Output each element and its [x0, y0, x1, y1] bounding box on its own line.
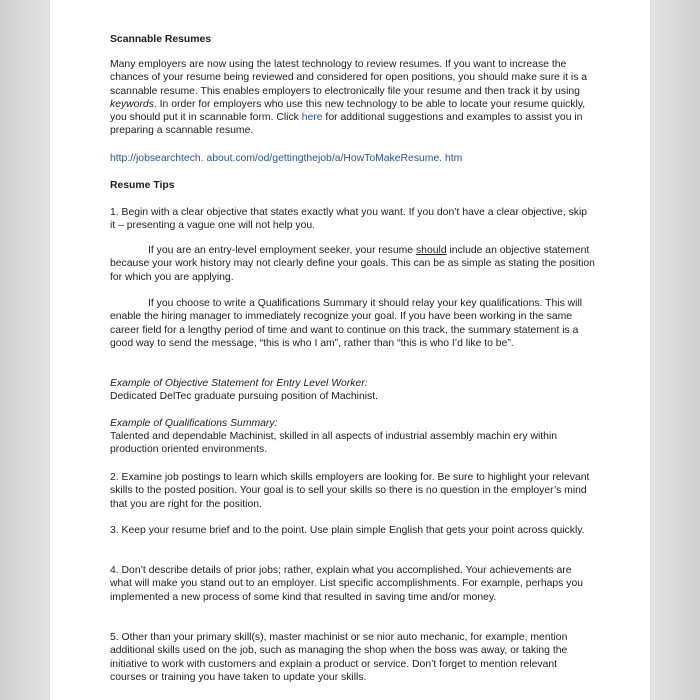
tip-4: 4. Don’t describe details of prior jobs; rather, explain what you accomplished. Your achievements are what will make you stand out to an employer. List specific accomplishments. For example, perhaps you implemented a new process of some kind that resulted in saving time and/or money.: [110, 565, 583, 603]
frame-left-edge: [0, 0, 50, 700]
keywords-text: keywords: [110, 98, 154, 110]
tip-1: 1. Begin with a clear objective that states exactly what you want. If you don’t have a clear objective, skip it – presenting a vague one will not help you.: [110, 207, 588, 232]
tip-3: 3. Keep your resume brief and to the point. Use plain simple English that gets your point across quickly.: [110, 525, 585, 536]
qualifications-example-label-text: Example of Qualifications Summary:: [110, 418, 278, 429]
objective-example-label: [110, 377, 368, 390]
tip-1-qualifications-detail: If you choose to write a Qualifications Summary it should relay your key qualifications. This will enable the hiring manager to immediately recognize your goal. If you have been working in the same career field for a lengthy period of time and want to continue on this track, the summary statement is a good way to send the message, “this is who I am”, rather than “this is who I’d like to be”.: [110, 298, 583, 349]
scannable-text-3: for additional suggestions and examples to assist you in preparing a scannable resume.: [110, 112, 583, 137]
tip-1-entry-level-detail: [110, 244, 595, 284]
qualifications-example-label: [110, 417, 277, 430]
resume-guide-url[interactable]: http://jobsearchtech. about.com/od/gettingthejob/a/HowToMakeResume. htm: [110, 153, 463, 164]
document-page: [50, 0, 650, 700]
should-underlined: should: [415, 245, 447, 256]
scannable-text-2: . In order for employers who use this new technology to be able to locate your resume quickly, you should put it in scannable form. Click: [110, 98, 586, 124]
scannable-heading: Scannable Resumes: [110, 34, 212, 45]
scannable-paragraph: [110, 58, 595, 138]
entry-level-text-1: If you are an entry-level employment seeker, your resume: [148, 245, 416, 256]
objective-example-text: Dedicated DelTec graduate pursuing position of Machinist.: [110, 391, 378, 402]
tip-5: 5. Other than your primary skill(s), master machinist or se nior auto mechanic, for example, mention additional skills used on the job, such as managing the shop when the boss was away, or taking the initiative to work with customers and explain a product or service. Don’t forget to mention relevant courses or training you have taken to update your skills.: [110, 632, 568, 683]
resume-tips-heading: Resume Tips: [110, 180, 175, 191]
objective-example-label-text: Example of Objective Statement for Entry Level Worker:: [110, 378, 368, 389]
here-link[interactable]: here: [301, 112, 323, 124]
entry-level-text-2: include an objective statement because your work history may not clearly define your goals. This can be as simple as stating the position for which you are applying.: [110, 245, 595, 283]
tip-2: 2. Examine job postings to learn which skills employers are looking for. Be sure to highlight your relevant skills to the posted position. Your goal is to sell your skills so there is no question in the employer’s mind that you are right for the position.: [110, 472, 590, 510]
qualifications-example-text: Talented and dependable Machinist, skilled in all aspects of industrial assembly machin ery within production oriented environments.: [110, 431, 558, 456]
frame-right-edge: [650, 0, 700, 700]
scannable-text-1: Many employers are now using the latest technology to review resumes. If you want to increase the chances of your resume being reviewed and considered for open positions, you should make sure it is a scannable resume. This enables employers to electronically file your resume and then track it by using: [110, 59, 588, 97]
